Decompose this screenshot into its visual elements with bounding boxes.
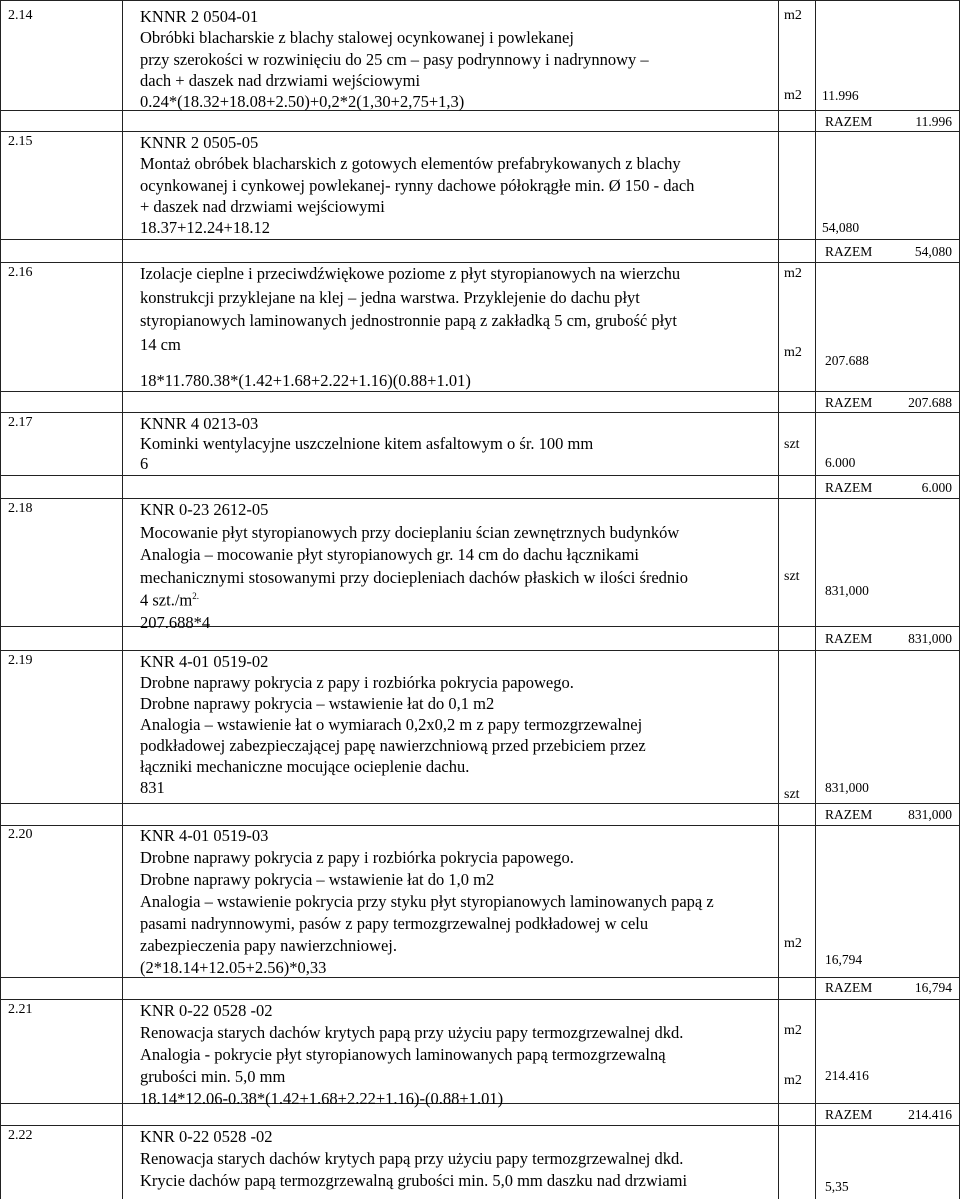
row-divider	[0, 1125, 960, 1126]
quantity-value: 207.688	[825, 353, 869, 368]
item-description-line: Kominki wentylacyjne uszczelnione kitem asfaltowym o śr. 100 mm	[140, 434, 594, 453]
unit-label: szt	[784, 569, 800, 584]
item-description-line: 0.24*(18.32+18.08+2.50)+0,2*2(1,30+2,75+1,3)	[140, 92, 465, 112]
item-description-line: łączniki mechaniczne mocujące ocieplenie dachu.	[140, 757, 470, 776]
row-divider	[0, 999, 960, 1000]
row-divider	[0, 262, 960, 263]
item-description-line: 18.14*12.06-0.38*(1.42+1.68+2.22+1.16)-(0.88+1.01)	[140, 1089, 504, 1108]
item-description-line: mechanicznymi stosowanymi przy dociepleniach dachów płaskich w ilości średnio	[140, 567, 689, 587]
item-description-line: Analogia – wstawienie łat o wymiarach 0,2x0,2 m z papy termozgrzewalnej	[140, 715, 643, 734]
quantity-value: 214.416	[825, 1068, 869, 1083]
item-number: 2.17	[8, 415, 33, 430]
item-number: 2.22	[8, 1128, 33, 1143]
item-number: 2.19	[8, 653, 33, 668]
column-divider	[0, 0, 1, 1199]
razem-label: RAZEM	[825, 807, 873, 822]
item-code: KNR 0-22 0528 -02	[140, 1001, 273, 1020]
row-divider	[0, 475, 960, 476]
item-code: Izolacje cieplne i przeciwdźwiękowe poziome z płyt styropianowych na wierzchu	[140, 264, 681, 283]
razem-value: 6.000	[921, 480, 952, 495]
item-description-line: Drobne naprawy pokrycia – wstawienie łat do 0,1 m2	[140, 694, 495, 713]
item-number: 2.14	[8, 8, 33, 23]
quantity-value: 6.000	[825, 455, 856, 470]
item-description-line: zabezpieczenia papy nawierzchniowej.	[140, 936, 397, 955]
column-divider	[778, 0, 779, 1199]
item-description-line: (2*18.14+12.05+2.56)*0,33	[140, 958, 327, 977]
item-description-line: styropianowych laminowanych jednostronnie papą z zakładką 5 cm, grubość płyt	[140, 311, 678, 330]
item-description-line: 831	[140, 778, 165, 797]
razem-value: 11.996	[915, 114, 952, 129]
item-description-line: Analogia – wstawienie pokrycia przy styku płyt styropianowych laminowanych papą z	[140, 892, 714, 911]
razem-value: 831,000	[908, 807, 952, 822]
unit-label: m2	[784, 88, 802, 103]
unit-label: m2	[784, 1023, 802, 1038]
item-description-line: Analogia - pokrycie płyt styropianowych laminowanych papą termozgrzewalną	[140, 1045, 666, 1064]
quantity-value: 11.996	[822, 88, 859, 103]
razem-label: RAZEM	[825, 114, 873, 129]
item-number: 2.16	[8, 265, 33, 280]
item-code: KNNR 2 0505-05	[140, 133, 259, 152]
item-description-line: Krycie dachów papą termozgrzewalną grubości min. 5,0 mm daszku nad drzwiami	[140, 1171, 688, 1190]
unit-label: m2	[784, 1073, 802, 1088]
item-description-line: 4 $szt./m^{2.}$	[140, 590, 199, 610]
razem-label: RAZEM	[825, 395, 873, 410]
item-description-line: Renowacja starych dachów krytych papą przy użyciu papy termozgrzewalnej dkd.	[140, 1023, 684, 1042]
razem-label: RAZEM	[825, 631, 873, 646]
item-description-line: ocynkowanej i cynkowej powlekanej- rynny dachowe półokrągłe min. Ø 150 - dach	[140, 175, 695, 195]
item-description-line: 18.37+12.24+18.12	[140, 218, 270, 238]
item-description-line: grubości min. 5,0 mm	[140, 1067, 286, 1086]
unit-label: m2	[784, 936, 802, 951]
razem-value: 214.416	[908, 1107, 952, 1122]
item-description-line: Obróbki blacharskie z blachy stalowej ocynkowanej i powlekanej	[140, 28, 574, 48]
item-description-line: pasami nadrynnowymi, pasów z papy termozgrzewalnej podkładowej w celu	[140, 914, 649, 933]
item-description-line: Drobne naprawy pokrycia z papy i rozbiórka pokrycia papowego.	[140, 848, 574, 867]
column-divider	[815, 0, 816, 1199]
item-number: 2.20	[8, 827, 33, 842]
item-description-line: Mocowanie płyt styropianowych przy docieplaniu ścian zewnętrznych budynków	[140, 522, 680, 542]
item-code: KNR 4-01 0519-02	[140, 652, 269, 671]
item-description-line: + daszek nad drzwiami wejściowymi	[140, 196, 385, 216]
razem-label: RAZEM	[825, 980, 873, 995]
item-code: KNNR 2 0504-01	[140, 7, 259, 26]
unit-label: m2	[784, 345, 802, 360]
item-description-line: Montaż obróbek blacharskich z gotowych elementów prefabrykowanych z blachy	[140, 154, 681, 174]
quantity-value: 5,35	[825, 1179, 849, 1194]
unit-superscript: 2.	[192, 591, 199, 601]
row-divider	[0, 498, 960, 499]
razem-value: 54,080	[914, 244, 952, 259]
row-divider	[0, 239, 960, 240]
unit-label: szt	[784, 437, 800, 452]
item-description-line: przy szerokości w rozwinięciu do 25 cm – pasy podrynnowy i nadrynnowy –	[140, 49, 649, 69]
unit-label: szt	[784, 787, 800, 802]
item-description-line: Drobne naprawy pokrycia – wstawienie łat do 1,0 m2	[140, 870, 495, 889]
razem-value: 831,000	[908, 631, 952, 646]
row-divider	[0, 803, 960, 804]
item-description-line: 6	[140, 454, 149, 473]
quantity-value: 54,080	[822, 220, 860, 235]
item-description-line: podkładowej zabezpieczającej papę nawierzchniową przed przebiciem przez	[140, 736, 646, 755]
item-description-line: konstrukcji przyklejane na klej – jedna warstwa. Przyklejenie do dachu płyt	[140, 287, 640, 307]
item-code: KNR 4-01 0519-03	[140, 826, 269, 845]
item-description-line: 207.688*4	[140, 612, 211, 632]
item-description-line: Drobne naprawy pokrycia z papy i rozbiórka pokrycia papowego.	[140, 673, 574, 692]
item-code: KNR 0-22 0528 -02	[140, 1127, 273, 1146]
item-description-line: dach + daszek nad drzwiami wejściowymi	[140, 70, 421, 90]
quantity-value: 16,794	[825, 952, 863, 967]
razem-label: RAZEM	[825, 480, 873, 495]
item-description-line: Analogia – mocowanie płyt styropianowych gr. 14 cm do dachu łącznikami	[140, 545, 639, 564]
column-divider	[122, 0, 123, 1199]
item-description-line: 18*11.780.38*(1.42+1.68+2.22+1.16)(0.88+1.01)	[140, 371, 471, 390]
item-code: KNNR 4 0213-03	[140, 414, 259, 433]
quantity-value: 831,000	[825, 780, 869, 795]
quantity-value: 831,000	[825, 583, 869, 598]
row-divider	[0, 0, 960, 1]
item-number: 2.15	[8, 134, 33, 149]
row-divider	[0, 650, 960, 651]
item-number: 2.18	[8, 501, 33, 516]
razem-label: RAZEM	[825, 244, 873, 259]
unit-label: m2	[784, 8, 802, 23]
row-divider	[0, 977, 960, 978]
row-divider	[0, 391, 960, 392]
row-divider	[0, 131, 960, 132]
item-number: 2.21	[8, 1002, 33, 1017]
item-code: KNR 0-23 2612-05	[140, 500, 269, 519]
item-description-line: 14 cm	[140, 334, 181, 354]
razem-value: 16,794	[914, 980, 952, 995]
razem-label: RAZEM	[825, 1107, 873, 1122]
item-description-line: Renowacja starych dachów krytych papą przy użyciu papy termozgrzewalnej dkd.	[140, 1149, 684, 1168]
row-divider	[0, 412, 960, 413]
razem-value: 207.688	[908, 395, 952, 410]
unit-label: m2	[784, 266, 802, 281]
